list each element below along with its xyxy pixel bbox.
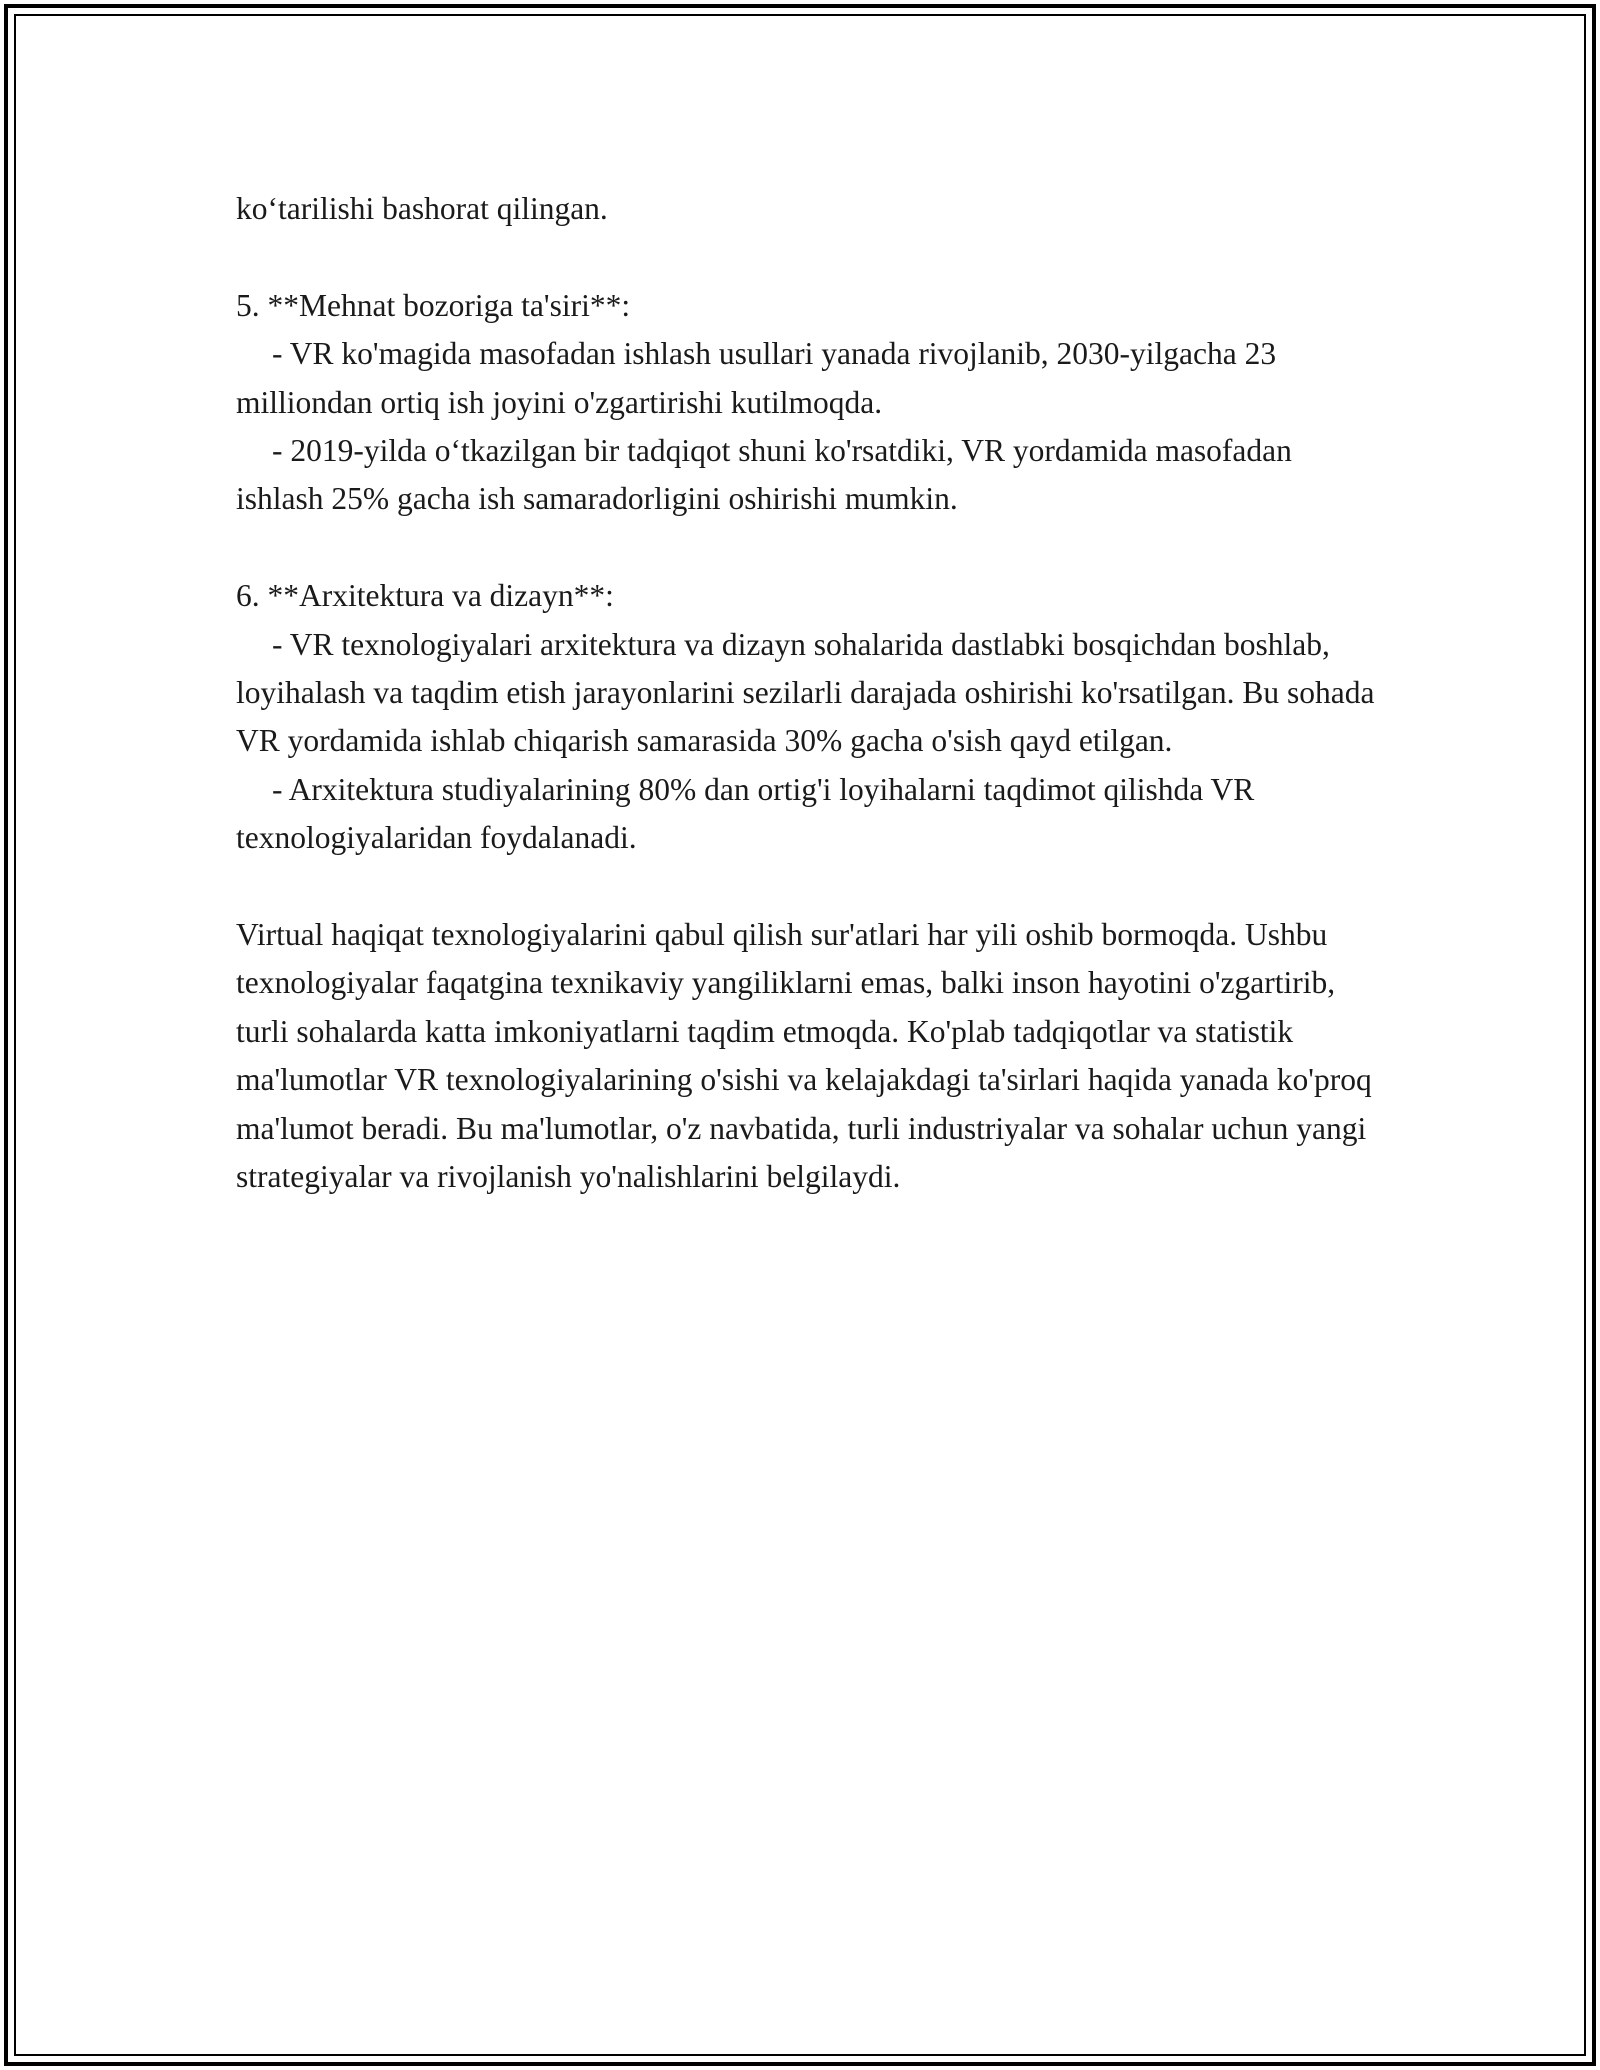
bullet-architecture-studios xyxy=(236,766,1376,863)
conclusion-paragraph: Virtual haqiqat texnologiyalarini qabul qilish sur'atlari har yili oshib bormoqda. Ushbu texnologiyalar faqatgina texnikaviy yangiliklarni emas, balki inson hayotini o'zgartirib, turli sohalarda katta imkoniyatlarni taqdim etmoqda. Ko'plab tadqiqotlar va statistik ma'lumotlar VR texnologiyalarining o'sishi va kelajakdagi ta'sirlari haqida yanada ko'proq ma'lumot beradi. Bu ma'lumotlar, o'z navbatida, turli industriyalar va sohalar uchun yangi strategiyalar va rivojlanish yo'nalishlarini belgilaydi. xyxy=(236,917,1372,1195)
bullet-text: - Arxitektura studiyalarining 80% dan ortig'i loyihalarni taqdimot qilishda VR texnologiyalaridan foydalanadi. xyxy=(236,771,1255,856)
bullet-text: - 2019-yilda o‘tkazilgan bir tadqiqot shuni ko'rsatdiki, VR yordamida masofadan ishlash 25% gacha ish samaradorligini oshirishi mumkin. xyxy=(236,433,1292,517)
bullet-remote-work-productivity xyxy=(236,427,1376,524)
spacer xyxy=(236,863,1376,911)
bullet-remote-work-jobs xyxy=(236,330,1376,427)
bullet-text: - VR ko'magida masofadan ishlash usullari yanada rivojlanib, 2030-yilgacha 23 milliondan ortiq ish joyini o'zgartirishi kutilmoqda. xyxy=(236,336,1277,420)
spacer xyxy=(236,524,1376,572)
section-heading-architecture: 6. **Arxitektura va dizayn**: xyxy=(236,578,614,614)
bullet-architecture-design xyxy=(236,621,1376,766)
section-heading-labor-market: 5. **Mehnat bozoriga ta'siri**: xyxy=(236,287,631,323)
spacer xyxy=(236,233,1376,281)
document-body xyxy=(236,185,1376,1201)
bullet-text: - VR texnologiyalari arxitektura va dizayn sohalarida dastlabki bosqichdan boshlab, loyihalash va taqdim etish jarayonlarini sezilarli darajada oshirishi ko'rsatilgan. Bu sohada VR yordamida ishlab chiqarish samarasida 30% gacha o'sish qayd etilgan. xyxy=(236,626,1375,759)
intro-tail-text: ko‘tarilishi bashorat qilingan. xyxy=(236,191,608,226)
